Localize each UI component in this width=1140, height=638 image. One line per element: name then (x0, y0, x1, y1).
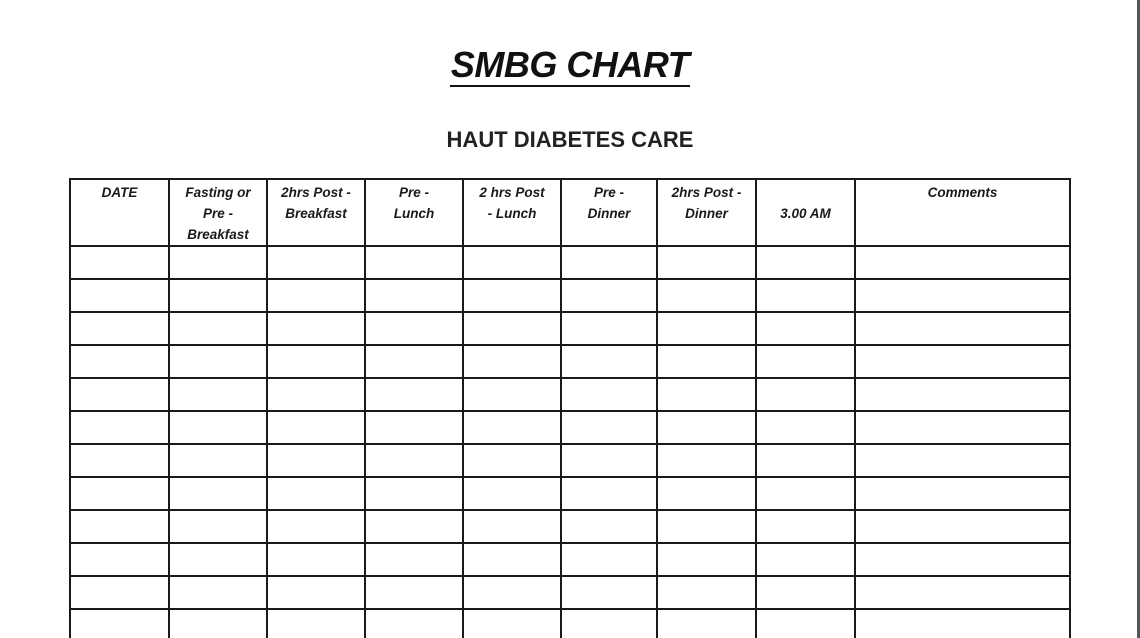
table-cell (70, 510, 169, 543)
table-cell (267, 609, 365, 638)
table-cell (169, 543, 267, 576)
table-cell (169, 510, 267, 543)
table-row (70, 543, 1070, 576)
table-cell (855, 312, 1070, 345)
header-line: Pre - (398, 185, 429, 200)
table-cell (855, 279, 1070, 312)
header-line: 2hrs Post - (671, 185, 742, 200)
column-header-comments (855, 179, 1070, 246)
column-header-date (70, 179, 169, 246)
table-cell (365, 411, 463, 444)
table-cell (169, 609, 267, 638)
table-cell (561, 609, 657, 638)
table-cell (855, 411, 1070, 444)
table-cell (561, 246, 657, 279)
table-cell (365, 576, 463, 609)
header-line: Lunch (393, 206, 435, 221)
header-line: - Lunch (487, 206, 537, 221)
table-row (70, 411, 1070, 444)
table-cell (365, 345, 463, 378)
table-cell (169, 411, 267, 444)
table-cell (70, 477, 169, 510)
table-cell (169, 246, 267, 279)
table-cell (463, 411, 561, 444)
header-line: 2hrs Post - (281, 185, 351, 200)
table-row (70, 477, 1070, 510)
table-row (70, 279, 1070, 312)
table-cell (463, 543, 561, 576)
document-title (0, 44, 1140, 87)
header-line: DATE (101, 185, 138, 200)
table-cell (756, 378, 855, 411)
table-cell (657, 477, 756, 510)
table-cell (365, 477, 463, 510)
table-cell (365, 246, 463, 279)
table-cell (657, 576, 756, 609)
header-line: Breakfast (187, 227, 249, 242)
table-cell (855, 444, 1070, 477)
table-row (70, 609, 1070, 638)
table-cell (365, 543, 463, 576)
table-cell (561, 345, 657, 378)
header-line: Dinner (587, 206, 631, 221)
table-cell (267, 510, 365, 543)
table-cell (267, 411, 365, 444)
table-row (70, 312, 1070, 345)
table-cell (756, 609, 855, 638)
table-cell (855, 609, 1070, 638)
table-cell (169, 477, 267, 510)
table-cell (463, 477, 561, 510)
column-header-fasting (169, 179, 267, 246)
column-header-pre-dinner (561, 179, 657, 246)
table-cell (169, 444, 267, 477)
table-cell (561, 444, 657, 477)
table-cell (561, 576, 657, 609)
table-cell (365, 444, 463, 477)
table-cell (561, 312, 657, 345)
table-cell (756, 477, 855, 510)
table-cell (756, 345, 855, 378)
table-cell (855, 543, 1070, 576)
table-cell (756, 576, 855, 609)
table-cell (70, 279, 169, 312)
table-cell (657, 345, 756, 378)
table-cell (70, 609, 169, 638)
table-row (70, 378, 1070, 411)
header-line: Comments (927, 185, 998, 200)
table-cell (70, 378, 169, 411)
table-cell (756, 246, 855, 279)
table-cell (267, 543, 365, 576)
table-cell (756, 444, 855, 477)
table-cell (561, 477, 657, 510)
table-cell (561, 543, 657, 576)
table-cell (365, 378, 463, 411)
table-cell (70, 444, 169, 477)
table-cell (267, 477, 365, 510)
table-cell (561, 279, 657, 312)
table-cell (70, 576, 169, 609)
document-subtitle: HAUT DIABETES CARE (446, 127, 694, 152)
table-cell (561, 411, 657, 444)
table-cell (561, 378, 657, 411)
table-cell (169, 378, 267, 411)
table-cell (756, 543, 855, 576)
table-row (70, 510, 1070, 543)
document-title-text: SMBG CHART (450, 45, 690, 87)
header-line: Pre - (593, 185, 624, 200)
table-cell (267, 444, 365, 477)
table-cell (70, 411, 169, 444)
header-line: Fasting or (185, 185, 251, 200)
column-header-pre-lunch (365, 179, 463, 246)
table-cell (855, 477, 1070, 510)
table-cell (657, 378, 756, 411)
table-cell (70, 246, 169, 279)
table-cell (657, 312, 756, 345)
table-cell (365, 312, 463, 345)
table-cell (657, 279, 756, 312)
column-header-post-lunch (463, 179, 561, 246)
header-line: Pre - (202, 206, 233, 221)
table-cell (70, 312, 169, 345)
header-line: Dinner (685, 206, 728, 221)
table-cell (267, 345, 365, 378)
column-header-3am (756, 179, 855, 246)
table-header-row (70, 179, 1070, 246)
table-cell (561, 510, 657, 543)
column-header-post-dinner (657, 179, 756, 246)
table-cell (169, 576, 267, 609)
table-cell (657, 246, 756, 279)
table-cell (365, 609, 463, 638)
table-cell (855, 345, 1070, 378)
column-header-post-breakfast (267, 179, 365, 246)
table-body (70, 246, 1070, 638)
table-cell (267, 312, 365, 345)
table-row (70, 576, 1070, 609)
table-cell (463, 609, 561, 638)
table-cell (169, 345, 267, 378)
table-cell (756, 510, 855, 543)
table-cell (657, 411, 756, 444)
table-cell (70, 543, 169, 576)
table-cell (463, 510, 561, 543)
table-cell (855, 378, 1070, 411)
table-cell (657, 510, 756, 543)
table-cell (756, 312, 855, 345)
table-cell (463, 279, 561, 312)
table-cell (463, 246, 561, 279)
table-cell (463, 345, 561, 378)
table-row (70, 345, 1070, 378)
table-cell (463, 444, 561, 477)
table-row (70, 246, 1070, 279)
table-cell (855, 246, 1070, 279)
table-cell (657, 444, 756, 477)
table-row (70, 444, 1070, 477)
table-cell (169, 279, 267, 312)
table-cell (463, 378, 561, 411)
table-cell (463, 312, 561, 345)
table-cell (756, 411, 855, 444)
table-cell (855, 576, 1070, 609)
table-cell (267, 576, 365, 609)
table-cell (657, 543, 756, 576)
glucose-log-table (69, 178, 1071, 638)
table-cell (657, 609, 756, 638)
table-cell (855, 510, 1070, 543)
table-cell (267, 279, 365, 312)
table-cell (365, 279, 463, 312)
table-cell (169, 312, 267, 345)
header-line: 3.00 AM (780, 206, 831, 221)
table-cell (365, 510, 463, 543)
table-cell (756, 279, 855, 312)
table-cell (267, 246, 365, 279)
table-cell (267, 378, 365, 411)
header-line: 2 hrs Post (479, 185, 545, 200)
header-line: Breakfast (285, 206, 347, 221)
table-cell (70, 345, 169, 378)
table-cell (463, 576, 561, 609)
